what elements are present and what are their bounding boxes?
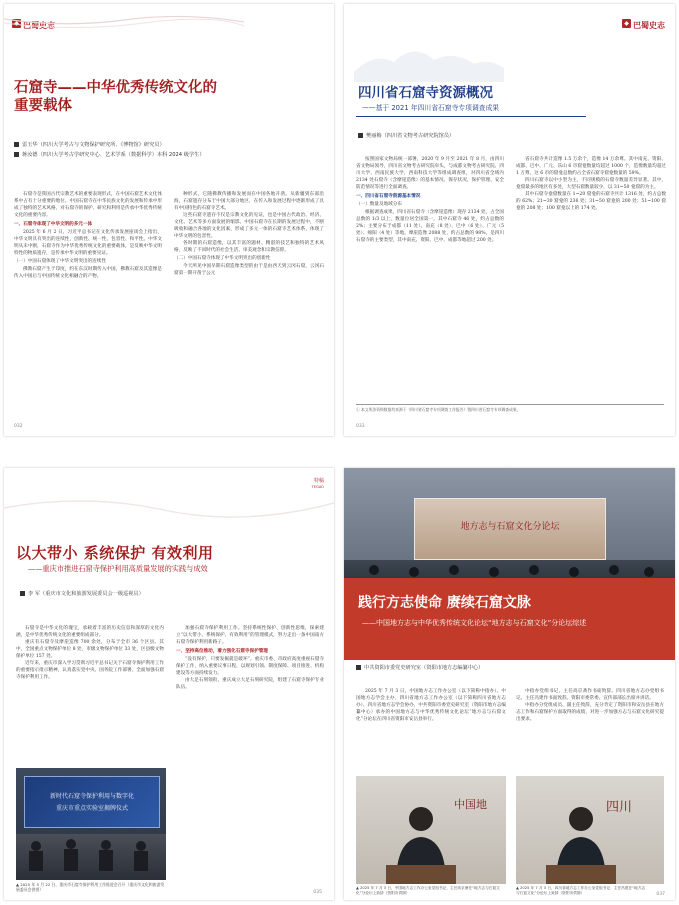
article-title-line1: 石窟寺——中华优秀传统文化的 (14, 80, 217, 96)
page-number: 032 (14, 424, 23, 429)
article-subtitle: ——中国地方志与中华优秀传统文化论坛“地方志与石窟文化”分论坛综述 (362, 619, 587, 627)
author-item: 李 军（重庆市文化和旅游发展委员会一级巡视员） (20, 590, 144, 597)
body-column-right: 省石窟寺共计造像 1.5 万余个，造像 14 万余尊。其中南充、资阳、成都、巴中、广元、乐山 6 市窟龛数量均超过 1000 个，造像数量均超过 1 万尊，这 6 市的窟龛总数约占全省石窟寺窟龛数量的 59%。 四川石窟寺以中小型为主，不同规模的石窟寺数量差异显著。其中，龛窟最多的地区有多处，大型石窟数量较少，以 31~50 龛窟的为主。 其中石窟寺龛窟数量在 1~20 窟龛的石窟寺共计 1316 处，约占总数的 62%；21~30 窟龛的 236 处；31~50 窟龛的 200 处；51~100 窟龛的 208 处；100 窟龛以上的 174 处。 (516, 157, 666, 211)
square-bullet-icon (358, 133, 363, 138)
footnote: ① 本文所涉资料数据均来源于《四川省石窟寺专项调查工作报告》暨四川省石窟寺专项调查成果。 (356, 404, 664, 413)
author-item: 雷玉华（四川大学考古与文物保护研究所、《博物馆》研究员） (14, 141, 314, 148)
section-heading: 一、坚持高位推动，着力强化石窟寺保护管理 (176, 649, 268, 654)
author-item: 樊丽梅（四川省文物考古研究院馆员） (358, 132, 454, 139)
article-title: 以大带小 系统保护 有效利用 (16, 544, 214, 562)
body-column-left: 按照国家文物局统一部署，2020 年 9 月至 2021 年 8 月，由四川省文物局领导，四川省文物考古研究院牵头，与成都文物考古研究院、四川大学、西南民族大学、西南科技大学等组成调查组，对四川省全域内 2134 处石窟寺（含摩崖造像）的基本情况、保存状况、保护管理、安全防范情况等进行全面调查。 一、四川省石窟寺资源基本情况 （一）数量及地域分布 根据调查成果，四川省石窟寺（含摩崖造像）现存 2134 处，占全国总数的 1/3 以上，数量位居全国第一。其中石窟寺 46 处，约占总数的 2%；主要分布于成都（11 处）、南充（8 处）、巴中（6 处）、广元（5 处）、绵阳（4 处）等地。摩崖造像 2088 处，约占总数的 98%，是四川石窟寺的主要类型，其中南充、资阳、巴中、成都等地超过 200 处。 (356, 157, 504, 243)
title-rule (356, 116, 586, 117)
header-wave-decoration (4, 14, 244, 34)
square-bullet-icon (20, 591, 25, 596)
article-title: 四川省石窟寺资源概况 (358, 85, 493, 101)
page-number: 033 (356, 424, 365, 429)
square-bullet-icon (14, 142, 19, 147)
body-column-left: 石窟寺是中华文化的瑰宝，承载着丰富的历史信息和深厚的文化内涵，是中华优秀传统文化的重要组成部分。 重庆有石窟寺及摩崖造像 700 余处，分布于全市 36 个区县。其中，全国重点文物保护单位 8 处，市级文物保护单位 33 处，区县级文物保护单位 157 处。 近年来，重庆市深入学习贯彻习近平总书记关于石窟寺保护利用工作的重要指示批示精神，认真落实党中央、国务院工作部署，全面加强石窟寺保护利用工作。 (16, 626, 164, 680)
page-number: 037 (656, 892, 665, 897)
page-number: 035 (313, 890, 322, 895)
article-title: 践行方志使命 赓续石窟文脉 (358, 595, 531, 611)
subsection-heading: （二）中国石窟寺体现了中华文明突出的创新性 (174, 256, 271, 261)
photo-screen: 新时代石窟寺保护利用与数字化 重庆市重点实验室揭牌仪式 (24, 776, 160, 828)
author-list (14, 141, 314, 158)
people-silhouette-icon (16, 834, 166, 880)
photo-audience (16, 834, 166, 880)
body-column-left: 2025 年 7 月 3 日，中国地方志工作办公室（以下简称中指办）、中国地方志学会主办，四川省地方志工作办公室（以下简称四川省地方志办）、四川省地方志学会协办，中共资阳市委党史研究室（资阳市地方志编纂中心）承办的中国地方志与中华优秀传统文化论坛“地方志与石窟文化”分论坛在四川省资阳市安岳县举行。 (356, 689, 506, 722)
author-item: 蒋汝德（四川大学考古学研究中心、艺术学系（数据科学）本科 2024 级学生） (14, 151, 314, 158)
backdrop-text: 四川 (606, 800, 633, 815)
wave-decoration-icon (4, 14, 244, 34)
square-bullet-icon (356, 665, 361, 670)
brand-logo-icon: ◆ (622, 19, 631, 28)
author-item: 中共资阳市委党史研究室（资阳市地方志编纂中心） (356, 664, 483, 671)
article-page-forum-review (344, 468, 675, 900)
body-column-left: 石窟寺是我国古代宗教艺术的重要表现形式，在中国石窟艺术文化体系中占有十分重要的地位。中国石窟寺在中华民族文化的发展和传承中形成了独特的艺术风格，对石窟寺的保护、研究和利用是传承中华优秀传统文化的重要内容。 一、石窟寺体现了中华文明的多元一体 2025 年 6 月 2 日，习近平总书记在文化传承发展座谈会上指出，中华文明具有突出的连续性、创新性、统一性、包容性、和平性。中华文明从未中断，石窟寺作为中华优秀传统文化的重要载体，是反映中华文明特性的物质遗存，是传承中华文明的重要见证。 （一）中国石窟体现了中华文明突出的连续性 佛教石窟产生于印度，约在东汉时期传入中国，佛教石窟及其造像是传入中国后与中国传统文化相融合的产物。 (14, 192, 162, 279)
header-ink-decoration (354, 32, 504, 82)
photo-caption: ▲ 2025 年 5 月 22 日，重庆市石窟寺保护利用工作推进会召开（重庆市文化和旅游发展委员会供图） (16, 882, 165, 892)
subsection-heading: （一）中国石窟体现了中华文明突出的连续性 (14, 259, 106, 264)
wave-decoration-icon (4, 488, 334, 528)
meeting-photo (16, 768, 166, 880)
brand-logo-icon: ◆ (12, 19, 21, 28)
speaker-photo-2 (516, 776, 664, 884)
ink-mountain-icon (354, 32, 504, 82)
brand-label: 巴蜀史志 (633, 21, 665, 30)
article-page-stone-grotto (4, 4, 334, 436)
body-column-right: 种形式，它随佛教传播和发展而在中国各地开凿。从新疆到东部沿海，石窟遗存分布于中国大部分地区，在传入和发展过程中逐渐形成了具有中国特色的石窟寺艺术。 这些石窟寺遗存不仅是宗教文化的见证，也是中国古代政治、经济、文化、艺术等多方面发展的缩影。中国石窟寺在长期的发展过程中，不断吸收和融合各地的文化因素，形成了多元一体的石窟寺艺术体系，体现了中华文明的包容性。 各时期的石窟造像，以其丰富的题材、精湛的技艺和独特的艺术风格，反映了不同时代的社会生活、审美观念和宗教信仰。 （二）中国石窟寺体现了中华文明突出的创新性 今天所见中国早期石窟造像类型的由于是由西天到云冈石窟，云冈石窟第一期开凿于公元 (174, 192, 324, 276)
article-subtitle: ——基于 2021 年四川省石窟寺专项调查成果 (362, 104, 500, 112)
article-subtitle: ——重庆市推进石窟寺保护利用高质量发展的实践与成效 (28, 564, 208, 573)
article-title (14, 79, 324, 115)
forum-backdrop: 地方志与石窟文化分论坛 (414, 498, 606, 560)
article-page-chongqing (4, 468, 334, 900)
brand-label: 巴蜀史志 (23, 21, 55, 30)
section-heading: 一、四川省石窟寺资源基本情况 (356, 194, 421, 199)
article-title-line2: 重要载体 (14, 98, 72, 114)
photo-caption: ▲ 2025 年 7 月 3 日，四川省地方志工作办公室党组书记、主任冯建在“地方志与石窟文化”分论坛上致辞（资阳市供图） (516, 886, 646, 895)
square-bullet-icon (14, 152, 19, 157)
section-heading: 一、石窟寺体现了中华文明的多元一体 (14, 222, 93, 227)
subsection-heading: （一）数量及地域分布 (356, 202, 402, 207)
photo-caption: ▲ 2025 年 7 月 3 日，中国地方志工作办公室党组书记、主任高京斋在“地方志与石窟文化”分论坛上致辞（资阳市供图） (356, 886, 500, 895)
backdrop-text: 中国地 (454, 798, 487, 811)
article-page-sichuan-survey (344, 4, 675, 436)
header-wave-decoration (4, 488, 334, 528)
speaker-photo-1 (356, 776, 506, 884)
body-column-right: 中指办党组书记、主任高京斋作书面致辞。四川省地方志办党组书记、主任冯建作书面致辞。资阳市委常委、宣传部部长出席并讲话。 中指办分党组成员、副主任致辞，充分肯定了资阳市和安岳县在地方志工作和石窟保护方面取得的成绩，对进一步加强方志与石窟文化研究提出要求。 (516, 689, 664, 722)
speaker-silhouette-icon (386, 801, 456, 884)
body-column-right: 加强石窟寺保护利用工作。坚持系统性保护、创新性思维，探索建立“以大带小、系统保护、有效利用”的管理模式，努力走出一条中国南方石窟寺保护利用新路子。 一、坚持高位推动，着力强化石窟寺保护管理 “没有保护，只要发掘就是破坏”。重庆市委、市政府高度重视石窟寺保护工作，纳入重要议事日程，以规划引领、制度保障、项目推进、机构建设等方面持续发力。 由大足石刻领衔，重庆成立大足石刻研究院，组建了石窟寺保护专业队伍。 (176, 626, 324, 690)
title-banner (344, 578, 675, 660)
brand-header (622, 13, 665, 32)
section-tag: 特稿 TEGAO (311, 478, 324, 489)
speaker-silhouette-icon (546, 801, 616, 884)
